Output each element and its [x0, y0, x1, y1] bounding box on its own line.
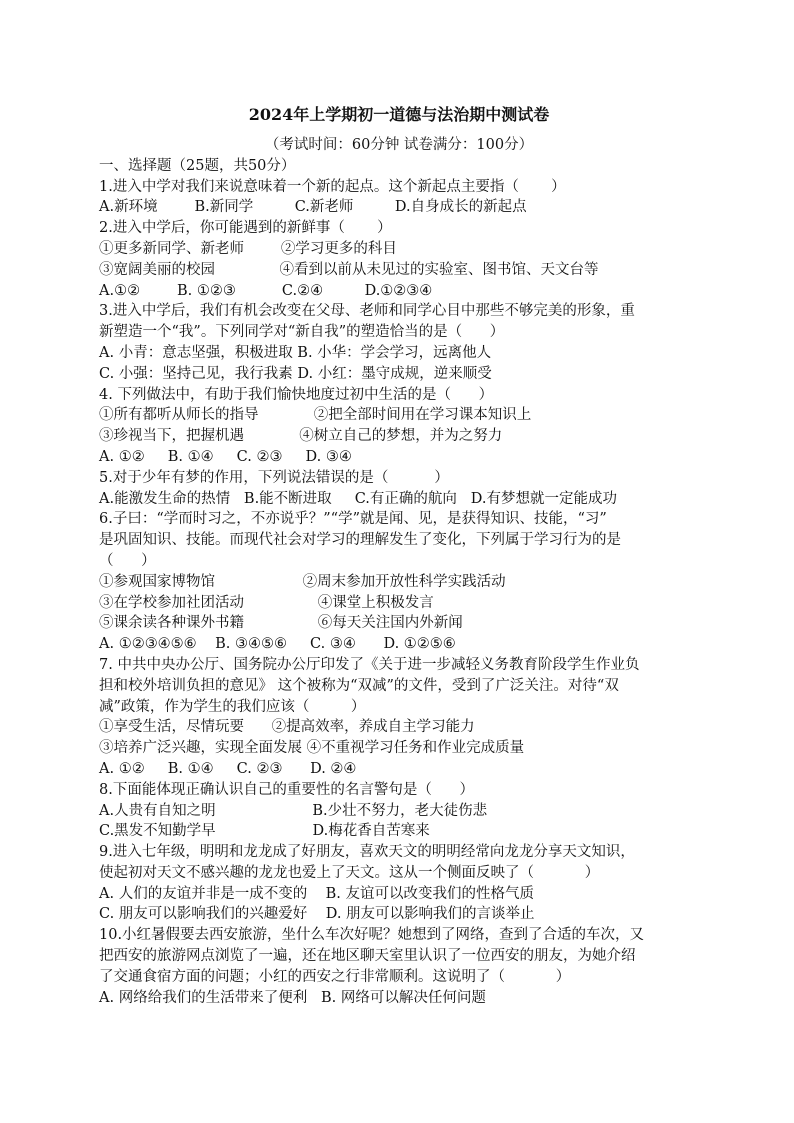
question-10: [99, 925, 699, 1008]
question-line: 10.小红暑假要去西安旅游，坐什么车次好呢？她想到了网络，查到了合适的车次，又: [99, 927, 645, 944]
question-4: [99, 385, 699, 468]
question-line: ③宽阔美丽的校园 ④看到以前从未见过的实验室、图书馆、天文台等: [99, 261, 599, 278]
question-line: 8.下面能体现正确认识自己的重要性的名言警句是（ ）: [99, 781, 474, 798]
exam-info: （考试时间：60分钟 试卷满分：100分）: [264, 137, 534, 153]
question-line: C. 朋友可以影响我们的兴趣爱好 D. 朋友可以影响我们的言谈举止: [99, 906, 535, 923]
page-title: 2024年上学期初一道德与法治期中测试卷: [248, 105, 550, 124]
question-line: A.能激发生命的热情 B.能不断进取 C.有正确的航向 D.有梦想就一定能成功: [99, 490, 617, 507]
question-line: A. ①② B. ①④ C. ②③ D. ③④: [99, 448, 352, 465]
section-heading: 一、选择题（25题，共50分）: [99, 157, 296, 174]
question-line: A.新环境 B.新同学 C.新老师 D.自身成长的新起点: [99, 199, 527, 216]
question-8: [99, 780, 699, 842]
question-7: [99, 655, 699, 780]
question-line: 使起初对天文不感兴趣的龙龙也爱上了天文。这从一个侧面反映了（ ）: [99, 864, 600, 881]
question-line: C.黑发不知勤学早 D.梅花香自苦寒来: [99, 823, 430, 840]
question-1: [99, 177, 699, 219]
question-line: 6.子曰：“学而时习之，不亦说乎？”“学”就是闻、见，是获得知识、技能，“习”: [99, 511, 607, 528]
question-line: ①所有都听从师长的指导 ②把全部时间用在学习课本知识上: [99, 407, 532, 424]
question-line: 把西安的旅游网点浏览了一遍，还在地区聊天室里认识了一位西安的朋友，为她介绍: [99, 948, 636, 965]
question-line: A. ①② B. ①④ C. ②③ D. ②④: [99, 760, 357, 777]
question-line: C. 小强：坚持己见，我行我素 D. 小红：墨守成规，逆来顺受: [99, 365, 492, 382]
question-line: 9.进入七年级，明明和龙龙成了好朋友，喜欢天文的明明经常向龙龙分享天文知识，: [99, 844, 635, 861]
question-line: 5.对于少年有梦的作用，下列说法错误的是（ ）: [99, 469, 449, 486]
question-line: A. 网络给我们的生活带来了便利 B. 网络可以解决任何问题: [99, 989, 486, 1006]
question-line: ①享受生活，尽情玩要 ②提高效率，养成自主学习能力: [99, 719, 475, 736]
question-line: 担和校外培训负担的意见》 这个被称为“双减”的文件，受到了广泛关注。对待“双: [99, 677, 619, 694]
question-line: A. ①②③④⑤⑥ B. ③④⑤⑥ C. ③④ D. ①②⑤⑥: [99, 636, 456, 653]
question-line: A.①② B. ①②③ C.②④ D.①②③④: [99, 282, 433, 299]
question-line: 减”政策，作为学生的我们应该（ ）: [99, 698, 366, 715]
question-line: 2.进入中学后，你可能遇到的新鲜事（ ）: [99, 220, 392, 237]
question-line: A. 人们的友谊并非是一成不变的 B. 友谊可以改变我们的性格气质: [99, 885, 534, 902]
question-line: A.人贵有自知之明 B.少壮不努力，老大徒伤悲: [99, 802, 488, 819]
question-line: 1.进入中学对我们来说意味着一个新的起点。这个新起点主要指（ ）: [99, 178, 566, 195]
question-9: [99, 842, 699, 925]
question-6: [99, 509, 699, 655]
question-line: 了交通食宿方面的问题；小红的西安之行非常顺利。这说明了（ ）: [99, 968, 571, 985]
question-line: ③培养广泛兴趣，实现全面发展 ④不重视学习任务和作业完成质量: [99, 740, 525, 757]
question-line: ⑤课余读各种课外书籍 ⑥每天关注国内外新闻: [99, 615, 463, 632]
question-2: [99, 218, 699, 301]
section-choice: [99, 156, 699, 1009]
question-line: 3.进入中学后，我们有机会改变在父母、老师和同学心目中那些不够完美的形象，重: [99, 303, 635, 320]
question-line: ③珍视当下，把握机遇 ④树立自己的梦想，并为之努力: [99, 428, 503, 445]
question-line: 7. 中共中央办公厅、国务院办公厅印发了《关于进一步减轻义务教育阶段学生作业负: [99, 656, 640, 673]
question-line: ①更多新同学、新老师 ②学习更多的科目: [99, 240, 397, 257]
question-line: 新塑造一个“我”。下列同学对“新自我”的塑造恰当的是（ ）: [99, 324, 505, 341]
question-line: A. 小青：意志坚强，积极进取 B. 小华：学会学习，远离他人: [99, 344, 492, 361]
question-3: [99, 301, 699, 384]
exam-content: [99, 104, 699, 1008]
question-line: （ ）: [99, 552, 156, 569]
question-line: ①参观国家博物馆 ②周末参加开放性科学实践活动: [99, 573, 506, 590]
question-5: [99, 468, 699, 510]
question-line: 是巩固知识、技能。而现代社会对学习的理解发生了变化，下列属于学习行为的是: [99, 532, 621, 549]
question-line: 4. 下列做法中，有助于我们愉快地度过初中生活的是（ ）: [99, 386, 494, 403]
question-line: ③在学校参加社团活动 ④课堂上积极发言: [99, 594, 434, 611]
